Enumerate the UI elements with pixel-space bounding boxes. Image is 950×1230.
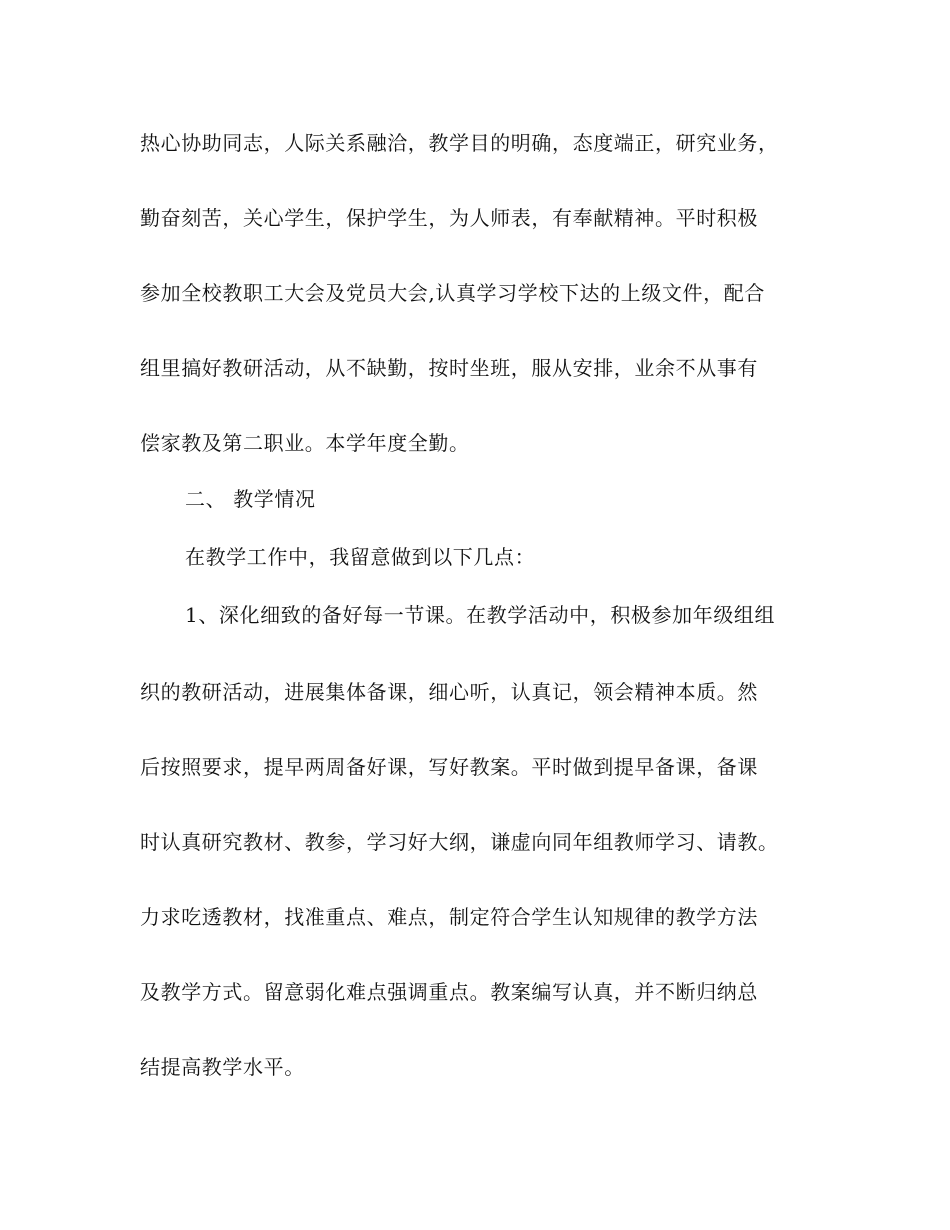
paragraph-line-5: 偿家教及第二职业。本学年度全勤。	[140, 431, 470, 455]
intro-line: 在教学工作中，我留意做到以下几点：	[185, 545, 536, 569]
paragraph-line-3: 参加全校教职工大会及党员大会,认真学习学校下达的上级文件，配合	[140, 281, 765, 305]
paragraph-line-2: 勤奋刻苦，关心学生，保护学生，为人师表，有奉献精神。平时积极	[140, 206, 758, 230]
list-item-1-line-3: 后按照要求，提早两周备好课，写好教案。平时做到提早备课，备课	[140, 755, 758, 779]
list-item-1-line-6: 及教学方式。留意弱化难点强调重点。教案编写认真，并不断归纳总	[140, 980, 758, 1004]
list-item-1-line-7: 结提高教学水平。	[140, 1055, 305, 1079]
paragraph-line-4: 组里搞好教研活动，从不缺勤，按时坐班，服从安排，业余不从事有	[140, 356, 758, 380]
list-item-1-line-5: 力求吃透教材，找准重点、难点，制定符合学生认知规律的教学方法	[140, 905, 758, 929]
paragraph-line-1: 热心协助同志，人际关系融洽，教学目的明确，态度端正，研究业务，	[140, 131, 779, 155]
list-item-1-line-1: 1、深化细致的备好每一节课。在教学活动中，积极参加年级组组	[185, 603, 776, 627]
list-item-1-line-2: 织的教研活动，进展集体备课，细心听，认真记，领会精神本质。然	[140, 680, 758, 704]
section-heading: 二、 教学情况	[185, 487, 316, 511]
list-item-1-line-4: 时认真研究教材、教参，学习好大纲，谦虚向同年组教师学习、请教。	[140, 830, 779, 854]
